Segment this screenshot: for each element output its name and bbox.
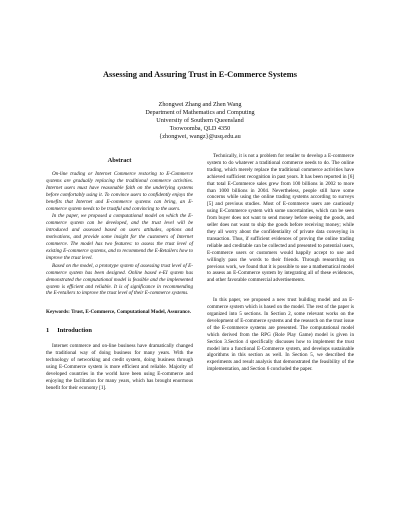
introduction-heading	[46, 327, 193, 335]
two-column-body	[46, 153, 354, 392]
section-title: Introduction	[57, 327, 92, 335]
keywords-line	[46, 309, 193, 316]
right-paragraph-1: Technically, it is not a problem for retailer to develop a E-commerce system to do whatever a traditional commerce needs to do. The online trading, which merely replace the traditional commerce activities have achieved sufficient recognition in past years. It has been reported in [6] that total E-Commerce sales grew from 100 billions in 2002 to more than 1000 billions in 2004. Nevertheless, people still have some concerns while using the online trading systems according to surveys [5] and previous studies. Most of E-commerce users are cautiously using E-Commerce system with some uncertainties, which can be seen from buyer does not want to send money before seeing the goods, and seller does not want to ship the goods before receiving money; while they all worry about the confidentiality of private data conveying in transaction. Thus, if sufficient evidences of proving the online trading reliable and creditable can be collected and presented to potential users, E-commerce users or customers would happily accept to use and willingly pass the words to their friends. Through researching on previous work, we found that it is possible to use a mathematical model to assess an E-Commerce system by integrating all of these evidences, and other favorable commercial advertisements.	[207, 153, 354, 284]
abstract-paragraph-1: On-line trading or Internet Commerce restoring to E-Commerce systems are gradually replacing the traditional commerce activities. Internet users must have reasonable faith on the underlying systems before comfortably using it. To convince users to confidently enjoys the benefits that Internet and E-commerce systems can bring, an E-commerce system needs to be trustful and convincing to the users.	[46, 171, 193, 212]
author-university: University of Southern Queensland	[156, 117, 244, 124]
introduction-paragraph: Internet commerce and on-line business have dramatically changed the traditional way of doing business for many years. With the technology of networking and credit system, doing business through using E-Commerce system is more efficient and reliable. Majority of developed countries in the world have been using E-commerce and enjoying the facilitation for many years, which has brought enormous benefit for their economy [1].	[46, 343, 193, 391]
abstract-paragraph-3: Based on the model, a prototype system of assessing trust level of E-commerce system has been designed. Online based e-EI system has demonstrated the computational model is feasible and the implemented system is efficient and reliable. It is of significance in recommending the E-retailers to improve the trust level of their E-commerce systems.	[46, 262, 193, 297]
abstract-paragraph-2: In the paper, we proposed a computational model on which the E-commerce system can be developed, and the trust level will be introduced and assessed based on users attitudes, options and motivations, and provide some insight for the customers of Internet commerce. The model has two features: to assess the trust level of existing E-commerce systems, and to recommend the E-Retailers how to improve the trust level.	[46, 213, 193, 261]
author-email: {zhongwei, wangz}@usq.edu.au	[159, 133, 241, 140]
right-column	[207, 153, 354, 392]
abstract-heading: Abstract	[107, 157, 132, 164]
left-column	[46, 157, 193, 392]
abstract-section	[46, 157, 193, 297]
paper-title: Assessing and Assuring Trust in E-Commerce Systems	[102, 70, 298, 79]
author-names: Zhongwei Zhang and Zhen Wang	[158, 101, 242, 108]
author-city: Toowoomba, QLD 4350	[169, 125, 231, 132]
keywords-label: Keywords:	[46, 309, 70, 316]
section-number: 1	[46, 327, 50, 335]
author-block	[46, 101, 354, 141]
right-paragraph-2: In this paper, we proposed a new trust building model and an E-commerce system which is based on the model. The rest of the paper is organized into 5 sections. In Section 2, some relevant works on the development of E-commerce systems and the research on the trust issue of the E-commerce systems are presented. The computational model which derived from the RPG (Role Play Game) model is given in Section 3.Section 4 specifically discusses how to implement the trust model into a functional E-Commerce system, and develops sustainable algorithms in this section as well. In Section 5, we described the experiments and result analysis that demonstrated the feasibility of the implementation, and Section 6 concluded the paper.	[207, 297, 354, 373]
author-department: Department of Mathematics and Computing	[145, 109, 255, 116]
keywords-text: Trust, E-Commerce, Computational Model, Assurance.	[71, 309, 191, 316]
